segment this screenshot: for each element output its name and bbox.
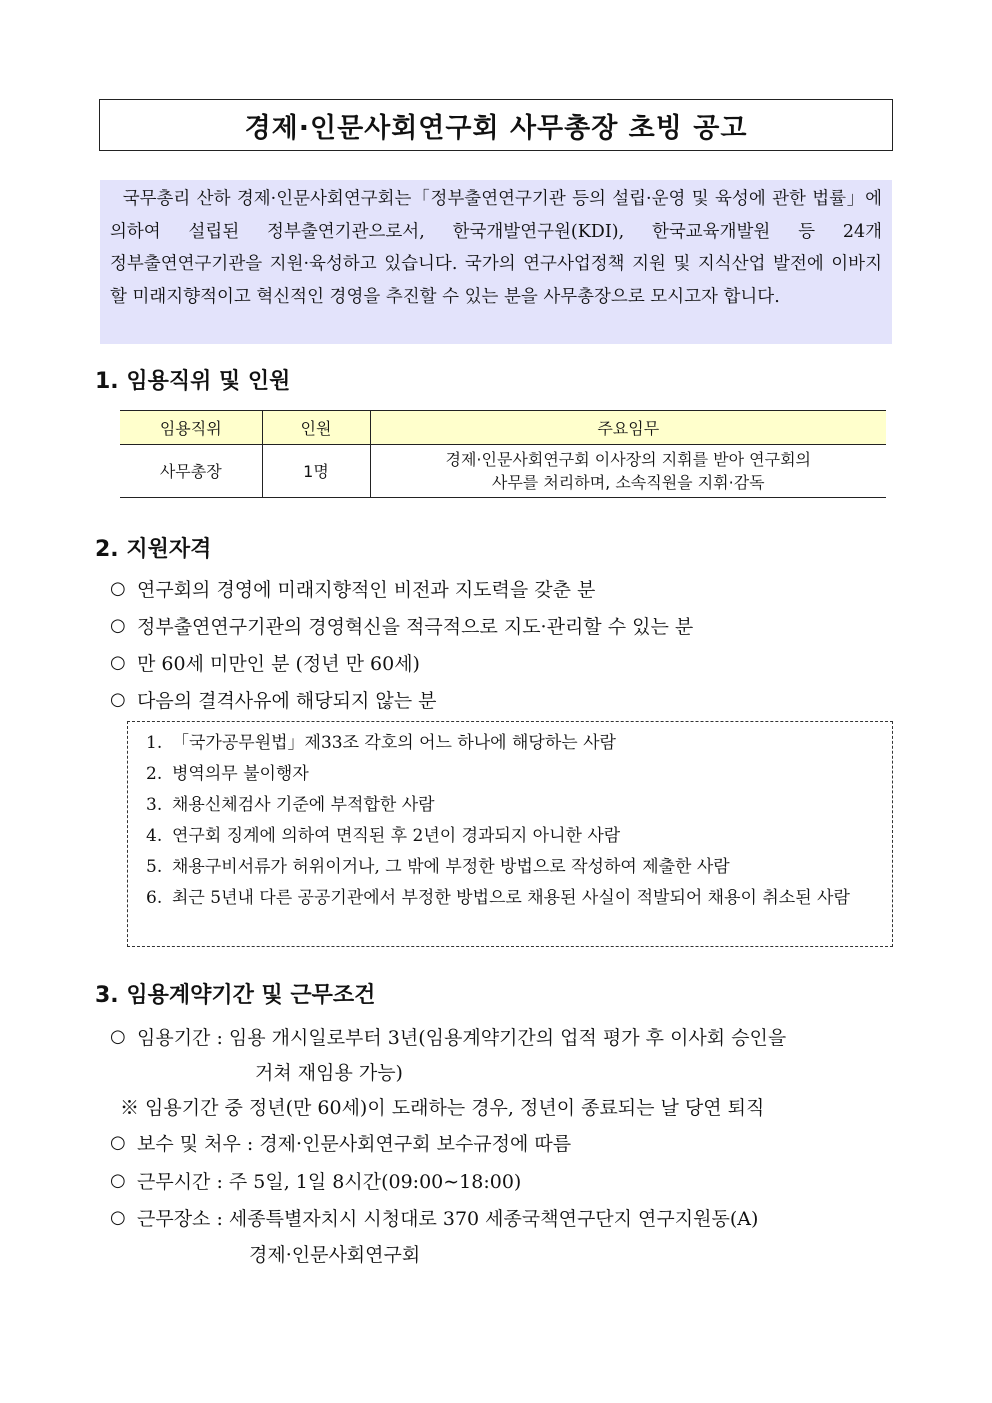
table-header-row xyxy=(120,411,886,445)
duty-line-2: 사무를 처리하며, 소속직원을 지휘·감독 xyxy=(491,473,765,492)
page-title: 경제·인문사회연구회 사무총장 초빙 공고 xyxy=(244,112,748,144)
item-text: 「국가공무원법」제33조 각호의 어느 하나에 해당하는 사람 xyxy=(172,733,616,753)
intro-indent xyxy=(110,189,123,209)
term-row xyxy=(110,1018,786,1054)
intro-text: 국무총리 산하 경제·인문사회연구회는「정부출연연구기관 등의 설립·운영 및 육성에 관한 법률」에 의하여 설립된 정부출연기관으로서, 한국개발연구원(KDI), 한국교육개발원 등 24개 정부출연연구기관을 지원·육성하고 있습니다. 국가의 연구사업정책 지원 및 지식산업 발전에 이바지 할 미래지향적이고 혁신적인 경영을 추진할 수 있는 분을 사무총장으로 모시고자 합니다. xyxy=(110,189,882,307)
disqualification-box xyxy=(127,721,893,947)
place-row xyxy=(110,1199,758,1235)
item-number: 5. xyxy=(146,857,163,877)
header-position: 임용직위 xyxy=(120,411,262,445)
bullet-icon: ○ xyxy=(110,1169,126,1191)
list-item xyxy=(110,644,693,681)
cell-count: 1명 xyxy=(262,445,370,498)
qualification-list xyxy=(110,570,693,718)
item-number: 2. xyxy=(146,764,163,784)
list-item xyxy=(146,759,892,790)
header-count: 인원 xyxy=(262,411,370,445)
section3-heading: 3. 임용계약기간 및 근무조건 xyxy=(95,983,376,1008)
place-text: 근무장소 : 세종특별자치시 시청대로 370 세종국책연구단지 연구지원동(A) xyxy=(137,1207,759,1230)
intro-paragraph xyxy=(100,180,892,344)
list-item xyxy=(110,607,693,644)
list-item xyxy=(110,570,693,607)
item-text: 연구회 징계에 의하여 면직된 후 2년이 경과되지 아니한 사람 xyxy=(172,826,621,846)
list-item xyxy=(146,790,892,821)
item-number: 1. xyxy=(146,733,163,753)
list-item xyxy=(146,728,892,759)
table-row xyxy=(120,445,886,498)
place-continuation: 경제·인문사회연구회 xyxy=(249,1243,421,1266)
bullet-icon: ○ xyxy=(110,1025,126,1047)
section1-heading: 1. 임용직위 및 인원 xyxy=(95,369,291,394)
list-item xyxy=(110,681,693,718)
item-number: 4. xyxy=(146,826,163,846)
list-item xyxy=(146,821,892,852)
qualification-text: 연구회의 경영에 미래지향적인 비전과 지도력을 갖춘 분 xyxy=(137,579,596,601)
pay-row xyxy=(110,1124,571,1160)
disqualification-list xyxy=(128,722,892,914)
qualification-text: 정부출연연구기관의 경영혁신을 적극적으로 지도·관리할 수 있는 분 xyxy=(137,616,694,638)
item-text: 채용구비서류가 허위이거나, 그 밖에 부정한 방법으로 작성하여 제출한 사람 xyxy=(172,857,730,877)
bullet-icon: ○ xyxy=(110,689,126,710)
header-duty: 주요임무 xyxy=(370,411,886,445)
item-number: 6. xyxy=(146,888,163,908)
cell-position: 사무총장 xyxy=(120,445,262,498)
list-item xyxy=(146,883,892,914)
bullet-icon: ○ xyxy=(110,652,126,673)
item-text: 병역의무 불이행자 xyxy=(172,764,309,784)
duty-line-1: 경제·인문사회연구회 이사장의 지휘를 받아 연구회의 xyxy=(445,450,811,469)
section2-heading: 2. 지원자격 xyxy=(95,537,212,562)
bullet-icon: ○ xyxy=(110,1131,126,1153)
qualification-text: 다음의 결격사유에 해당되지 않는 분 xyxy=(137,690,437,712)
position-table xyxy=(120,410,886,498)
list-item xyxy=(146,852,892,883)
retirement-note: ※ 임용기간 중 정년(만 60세)이 도래하는 경우, 정년이 종료되는 날 당연 퇴직 xyxy=(120,1096,765,1119)
bullet-icon: ○ xyxy=(110,615,126,636)
pay-text: 보수 및 처우 : 경제·인문사회연구회 보수규정에 따름 xyxy=(137,1132,572,1155)
item-text: 최근 5년내 다른 공공기관에서 부정한 방법으로 채용된 사실이 적발되어 채용이 취소된 사람 xyxy=(172,888,850,908)
hours-text: 근무시간 : 주 5일, 1일 8시간(09:00∼18:00) xyxy=(137,1170,522,1193)
item-text: 채용신체검사 기준에 부적합한 사람 xyxy=(172,795,435,815)
qualification-text: 만 60세 미만인 분 (정년 만 60세) xyxy=(137,653,420,675)
item-number: 3. xyxy=(146,795,163,815)
hours-row xyxy=(110,1162,521,1198)
term-text: 임용기간 : 임용 개시일로부터 3년(임용계약기간의 업적 평가 후 이사회 승인을 xyxy=(137,1026,787,1049)
cell-duty xyxy=(370,445,886,498)
bullet-icon: ○ xyxy=(110,1206,126,1228)
bullet-icon: ○ xyxy=(110,578,126,599)
term-continuation: 거쳐 재임용 가능) xyxy=(255,1061,403,1084)
title-box xyxy=(99,99,893,151)
